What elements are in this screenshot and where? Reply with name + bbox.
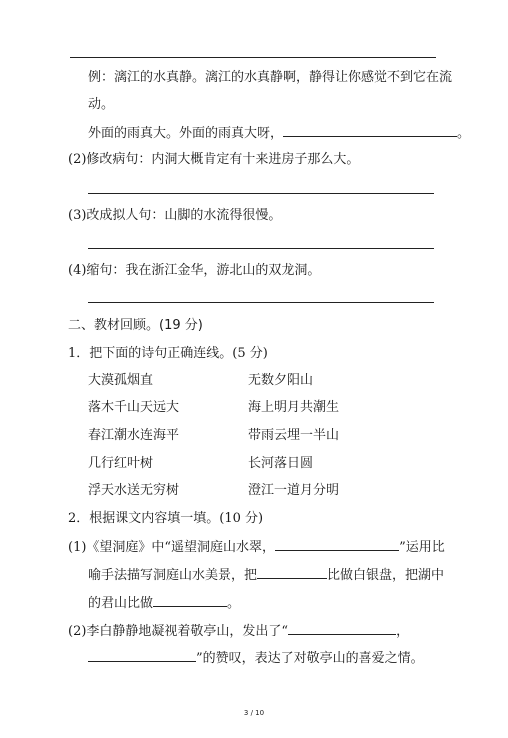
- answer-line[interactable]: [88, 302, 434, 303]
- question-3: (3)改成拟人句：山脚的水流得很慢。: [68, 208, 282, 223]
- fill-2-line-2: [88, 649, 424, 667]
- left-item[interactable]: 落木千山天远大: [88, 400, 180, 415]
- top-rule: [70, 57, 436, 58]
- rain-prefix: 外面的雨真大。外面的雨真大呀，: [88, 126, 284, 141]
- question-4: (4)缩句：我在浙江金华，游北山的双龙洞。: [68, 263, 321, 278]
- fill-1-text-e: 的君山比做: [88, 596, 154, 611]
- fill-1-text-a: (1)《望洞庭》中“遥望洞庭山水翠，: [68, 540, 276, 555]
- fill-1-text-c: 喻手法描写洞庭山水美景，把: [88, 568, 258, 583]
- page-number: 3 / 10: [243, 709, 265, 717]
- matching-title: 1．把下面的诗句正确连线。(5 分): [68, 346, 268, 361]
- answer-blank[interactable]: [275, 538, 399, 551]
- right-item[interactable]: 海上明月共潮生: [248, 400, 340, 415]
- example-line-1: 例：漓江的水真静。漓江的水真静啊，静得让你感觉不到它在流: [88, 70, 453, 85]
- answer-line[interactable]: [88, 193, 434, 194]
- fill-2-line-1: [68, 622, 409, 640]
- right-item[interactable]: 长河落日圆: [248, 456, 314, 471]
- rain-sentence: [88, 124, 470, 142]
- fill-1-line-3: [88, 594, 240, 612]
- fill-2-text-b: ，: [396, 624, 410, 639]
- question-2: (2)修改病句：内洞大概肯定有十来进房子那么大。: [68, 152, 360, 167]
- fill-1-line-2: [88, 566, 444, 584]
- right-item[interactable]: 澄江一道月分明: [248, 483, 340, 498]
- section-heading: 二、教材回顾。(19 分): [68, 318, 203, 333]
- left-item[interactable]: 浮天水送无穷树: [88, 483, 180, 498]
- answer-blank[interactable]: [288, 622, 396, 635]
- answer-blank[interactable]: [283, 124, 457, 137]
- fill-1-text-f: 。: [227, 596, 241, 611]
- left-item[interactable]: 几行红叶树: [88, 456, 154, 471]
- example-line-2: 动。: [88, 97, 115, 112]
- fill-1-text-d: 比做白银盘，把湖中: [327, 568, 445, 583]
- fill-title: 2．根据课文内容填一填。(10 分): [68, 511, 264, 526]
- fill-1-line-1: [68, 538, 445, 556]
- answer-blank[interactable]: [257, 566, 327, 579]
- right-item[interactable]: 带雨云埋一半山: [248, 428, 340, 443]
- answer-blank[interactable]: [88, 649, 196, 662]
- answer-blank[interactable]: [153, 594, 227, 607]
- answer-line[interactable]: [88, 248, 434, 249]
- right-item[interactable]: 无数夕阳山: [248, 373, 314, 388]
- fill-1-text-b: ”运用比: [399, 540, 445, 555]
- fill-2-text-a: (2)李白静静地凝视着敬亭山，发出了“: [68, 624, 289, 639]
- fill-2-text-c: ”的赞叹，表达了对敬亭山的喜爱之情。: [196, 651, 424, 666]
- rain-suffix: 。: [457, 126, 471, 141]
- left-item[interactable]: 大漠孤烟直: [88, 373, 154, 388]
- left-item[interactable]: 春江潮水连海平: [88, 428, 180, 443]
